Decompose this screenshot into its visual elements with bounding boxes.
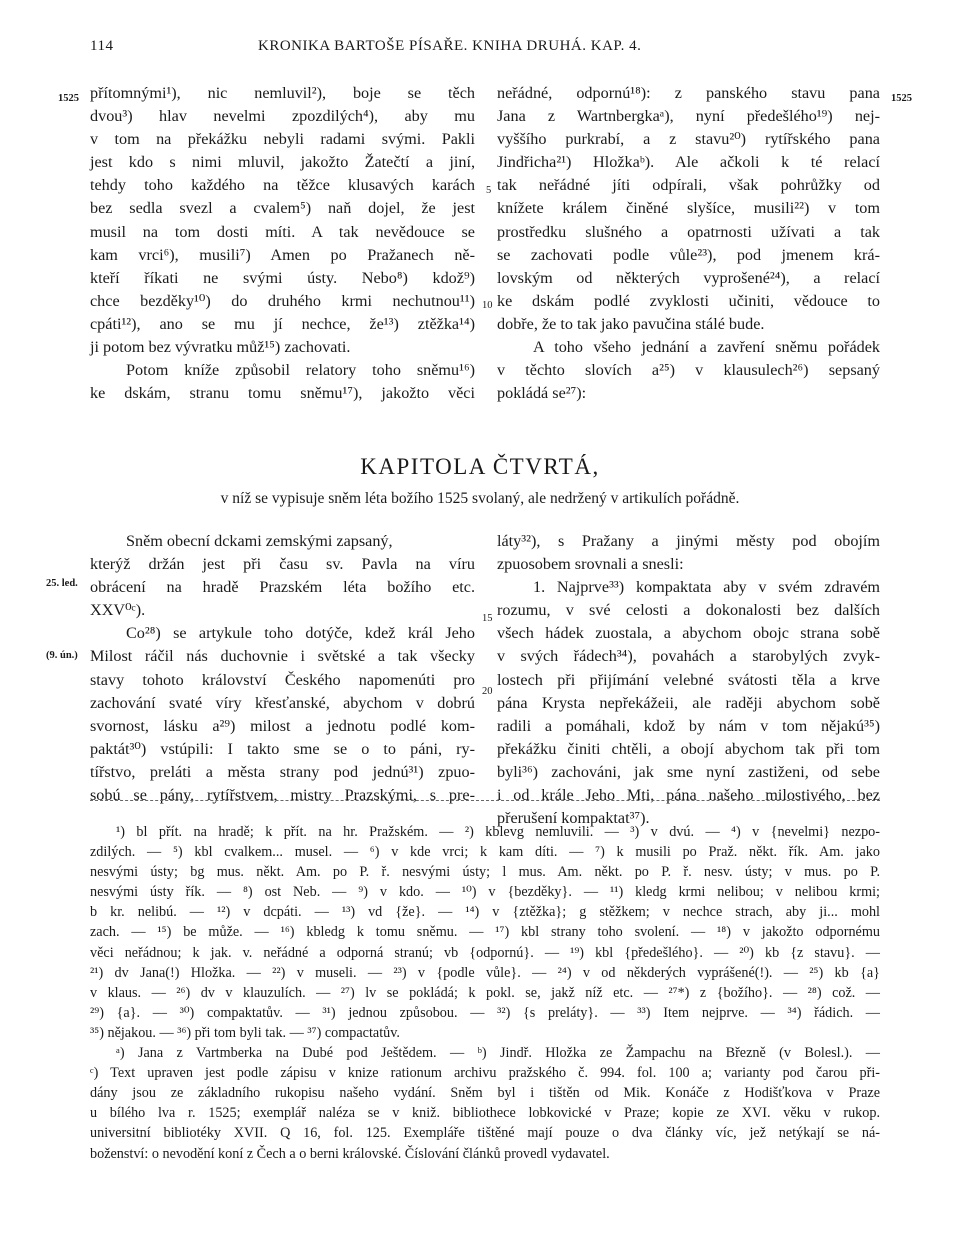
text-line: A toho všeho jednání a zavření sněmu pořádek <box>533 338 880 357</box>
footnote-line: nesvými ústy; bg mus. někt. Am. po P. ř. nesvými ústy; l mus. Am. někt. po P. ř. nesv. ústy; v mus. po P. <box>90 864 880 881</box>
running-header <box>90 38 875 60</box>
text-line: přítomnými¹), nic nemluvil²), boje se těch <box>90 84 475 102</box>
footnote-line: u bílého lva r. 1525; exemplář naléza se v kniž. bibliothece lobkovické v Praze; kopie ze XVI. věku v rukop. <box>90 1105 880 1122</box>
text-line: Jana z Wartnbergkaᵃ), nyní předešlého¹⁹) nej- <box>497 107 880 126</box>
text-line: pána Krysta nepřekážeii, ale raději abychom sobě <box>497 693 880 712</box>
text-line: pokládá se²⁷): <box>497 384 587 403</box>
line-number-10: 10 <box>482 300 493 311</box>
chapter-subtitle: v níž se vypisuje sněm léta božího 1525 svolaný, ale nedržený v artikulích pořádně. <box>220 490 740 507</box>
footnote-line: ᶜ) Text upraven jest podle zápisu v knize rationum archivu pražského č. 994. fol. 100 a; varianty pod čarou při- <box>90 1065 880 1082</box>
text-line: dvou³) hlav nevelmi zpozdilých⁴), aby mu <box>90 107 475 126</box>
text-line: Co²⁸) se artykule toho dotýče, kdež král Jeho <box>126 624 475 643</box>
bottom-right-column <box>497 530 880 830</box>
text-line: jest kdo s nimi mluvil, jakožto Žatečtí a jiní, <box>90 153 475 172</box>
text-line: knížete králem činěné slyšíce, musili²²) v tom <box>497 199 880 218</box>
footnote-line: zdilých. — ⁵) kbl cvalkem... musel. — ⁶) v kde vrci; k kam díti. — ⁷) k musili po Praž. někt. řík. Am. jako <box>90 844 880 861</box>
line-number-20: 20 <box>482 686 493 697</box>
text-line: stavy tohoto království Českého napomenúti pro <box>90 670 475 689</box>
text-line: kam vrci⁶), musili⁷) Amen po Pražanech ně- <box>90 245 475 264</box>
text-line: XXV⁰ᶜ). <box>90 601 146 620</box>
footnote-line: ³⁵) nějakou. — ³⁶) při tom byli tak. — ³⁷) compactatův. <box>90 1024 400 1041</box>
text-line: kterýž držán jest při času sv. Pavla na víru <box>90 555 475 574</box>
text-line: 1. Najprve³³) kompaktata aby v svém zdravém <box>533 578 880 597</box>
chapter-title: KAPITOLA ČTVRTÁ, <box>360 454 600 479</box>
text-line: Potom kníže způsobil relatory toho sněmu¹⁶) <box>126 361 475 380</box>
margin-year-left: 1525 <box>58 93 79 104</box>
top-left-column <box>90 82 475 405</box>
text-line: neřádné, odpornú¹⁸): z panského stavu pana <box>497 84 880 102</box>
text-line: Jindřicha²¹) Hložkaᵇ). Ale ačkoli k té relací <box>497 153 880 172</box>
text-line: tehdy toho každého na těžce klusavých karách <box>90 176 475 195</box>
text-line: svornost, lásku a²⁹) milost a jednotu podlé kom- <box>90 716 475 735</box>
footnote-line: věci neřádnou; k jak. v. neřádné a odporná stranú; vb {odpornú}. — ¹⁹) kbl {předešlého}. — ²⁰) kb {z stavu}. — <box>90 944 880 961</box>
text-line: v svých řádech³⁴), povahách a starobylých zvyk- <box>497 647 880 666</box>
text-line: zpuosobem srovnali a snesli: <box>497 555 684 574</box>
margin-year-right: 1525 <box>891 93 912 104</box>
text-line: Milost ráčil nás duchovnie i světské a tak všecky <box>90 647 475 666</box>
footnote-line: b kr. nelibú. — ¹²) v dcpáti. — ¹³) vd {že}. — ¹⁴) v {ztěžka}; g stěžkem; v nechce strach, aby ji... mohl <box>90 904 880 921</box>
text-line: tak neřádné jíti odpírali, však pohrůžky od <box>497 176 880 195</box>
footnote-divider <box>90 800 880 801</box>
text-line: v těchto slovích a²⁵) v klausulech²⁶) sepsaný <box>497 361 880 380</box>
top-right-column <box>497 82 880 405</box>
footnote-line: ²⁹) {a}. — ³⁰) compaktatův. — ³¹) jednou způsobou. — ³²) {s preláty}. — ³³) Item nejprve. — ³⁴) řádich. — <box>90 1004 880 1021</box>
bottom-left-column <box>90 530 475 807</box>
text-line: ji potom bez vývratku můž¹⁵) zachovati. <box>90 338 351 357</box>
text-line: prostředku slušného a opatrnosti užívati a tak <box>497 222 880 241</box>
text-line: všech hádek zuostala, a abychom obojc strana sobě <box>497 624 880 643</box>
text-line: radili a pomáhali, kdož by nám v tom nějakú³⁵) <box>497 716 880 735</box>
running-title: KRONIKA BARTOŠE PÍSAŘE. KNIHA DRUHÁ. KAP. 4. <box>258 38 642 54</box>
text-line: dobře, že to tak jako pavučina stálé bude. <box>497 314 765 333</box>
footnote-line: ¹) bl přít. na hradě; k přít. na hr. Pražském. — ²) kblevg nemluvili. — ³) v dvú. — ⁴) v {nevelmi} nezpo- <box>116 824 880 840</box>
footnote-line: zach. — ¹⁵) be může. — ¹⁶) kbledg k tomu sněmu. — ¹⁷) kbl strany toho svolení. — ¹⁸) v jakožto odpornému <box>90 924 880 941</box>
text-line: zachování svaté víry křesťanské, abychom v dobrú <box>90 693 475 712</box>
footnote-line: nesvými ústy řík. — ⁸) ost Neb. — ⁹) v kdo. — ¹⁰) v {bezděky}. — ¹¹) kledg krmi nelibou; v nelibou krmi; <box>90 884 880 901</box>
text-line: ke dskám, stranu tomu sněmu¹⁷), jakožto věci <box>90 384 475 403</box>
text-line: překážku činiti chtěli, a obojí abychom tak při tom <box>497 739 880 758</box>
text-line: lovským od některých vyprošené²⁴), a relací <box>497 268 880 287</box>
page-number: 114 <box>90 38 114 54</box>
line-number-15: 15 <box>482 613 493 624</box>
text-line: tířstvo, preláti a města strany pod jednú³¹) zpuo- <box>90 762 475 781</box>
footnote-line: ᵃ) Jana z Vartmberka na Dubé pod Ještědem. — ᵇ) Jindř. Hložka ze Žampachu na Březně (v Bolesl.). — <box>116 1045 880 1062</box>
text-line: byli³⁶) zachováni, jak sme nyní zastiženi, od sebe <box>497 762 880 781</box>
footnote-line: universitní bibliotéky XVII. Q 16, fol. 125. Exempláře tištěné mají pouze o dva články víc, jež netýkají se ná- <box>90 1125 880 1142</box>
footnote-line: boženství: o nevodění koní z Čech a o berni královské. Číslování článků provedl vydavatel. <box>90 1145 610 1162</box>
footnote-line: dány jsou ze základního rukopisu našeho vydání. Sněm byl i tištěn od Mik. Konáče z Hodišťkova v Praze <box>90 1085 880 1102</box>
text-line: v tom na překážku nebyli radami svými. Pakli <box>90 130 475 149</box>
text-line: se zachovati podle vůle²³), pod jmenem krá- <box>497 245 880 264</box>
footnote-line: ²¹) dv Jana(!) Hložka. — ²²) v museli. — ²³) v {podle vůle}. — ²⁴) v od někderých vyprášené(!). — ²⁵) kb {a} <box>90 964 880 981</box>
text-line: ke dskám podlé zvyklosti učiniti, vědouce to <box>497 291 880 310</box>
text-line: kteří říkati ne svými ústy. Nebo⁸) kdož⁹) <box>90 268 475 287</box>
footnote-line: v klaus. — ²⁶) dv v klauzulích. — ²⁷) lv se pokládá; k pokl. se, jakž níž etc. — ²⁷*) z {božího}. — ²⁸) což. — <box>90 984 880 1001</box>
text-line: musil na tom dosti míti. A tak nevědouce se <box>90 222 475 241</box>
text-line: i od krále Jeho Mti, pána našeho milostivého, bez <box>497 786 880 805</box>
text-line: láty³²), s Pražany a jinými městy pod obojím <box>497 532 880 550</box>
margin-date-february: (9. ún.) <box>46 650 78 661</box>
text-line: lostech při přijímání velebné svátosti těla a krve <box>497 670 880 689</box>
text-line: obrácení na hradě Prazském léta božího etc. <box>90 578 475 597</box>
text-line: cpáti¹²), ano se mu jí nechce, že¹³) ztěžka¹⁴) <box>90 314 475 333</box>
text-line: Sněm obecní dckami zemskými zapsaný, <box>126 532 393 550</box>
text-line: přerušení kompaktat³⁷). <box>497 809 650 828</box>
margin-date-january: 25. led. <box>46 578 78 589</box>
text-line: chce bezděky¹⁰) do druhého krmi nechutnou¹¹) <box>90 291 475 310</box>
text-line: vyššího purkrabí, a z stavu²⁰) rytířského pana <box>497 130 880 149</box>
text-line: rozumu, v své celosti a dokonalosti bez dalších <box>497 601 880 620</box>
line-number-5: 5 <box>486 185 492 196</box>
text-line: paktát³⁰) vstúpili: I takto sme se o to páni, ry- <box>90 739 475 758</box>
footnotes <box>90 822 880 1164</box>
text-line: bez sedla svezl a cvalem⁵) naň dojel, že jest <box>90 199 475 218</box>
text-line: sobú se pány, rytířstvem, mistry Prazskými, s pre- <box>90 786 475 805</box>
